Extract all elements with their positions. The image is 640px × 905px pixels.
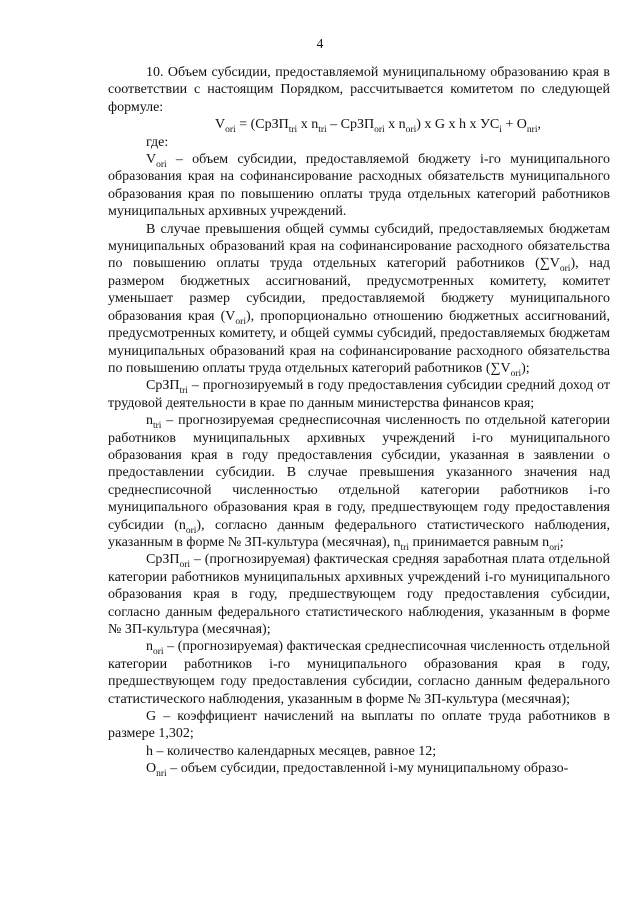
definition-vori: $V_{ori}$ – объем субсидии, предоставляемой бюджету i-го муниципального образования края на софинансирование расходных обязательств муниципального образования края по повышению оплаты труда отдельных категорий работников муниципальных архивных учреждений. xyxy=(108,152,610,220)
definition-h: h – количество календарных месяцев, равное 12; xyxy=(146,743,437,759)
definition-srzp-ori: СрЗП$_{ori}$ – (прогнозируемая) фактическая средняя заработная плата отдельной категории работников муниципальных архивных учреждений i-го муниципального образования края в году, предшествующем году предоставления субсидии, согласно данным федерального статистического наблюдения, указанным в форме № ЗП-культура (месячная); xyxy=(108,552,610,637)
page-number: 4 xyxy=(316,36,324,51)
definition-g: G – коэффициент начислений на выплаты по оплате труда работников в размере 1,302; xyxy=(108,709,610,742)
paragraph-10: 10. Объем субсидии, предоставляемой муниципальному образованию края в соответствии с настоящим Порядком, рассчитывается комитетом по следующей формуле: xyxy=(108,65,610,115)
document-body xyxy=(108,64,610,778)
definition-o-nri: $O_{nri}$ – объем субсидии, предоставленной i-му муниципальному образо- xyxy=(146,761,569,780)
definition-n-ori: $n_{ori}$ – (прогнозируемая) фактическая среднесписочная численность отдельной категории работников i-го муниципального образования края в году, предшествующем году предоставления субсидии, согласно данным федерального статистического наблюдения, указанным в форме № ЗП-культура (месячная); xyxy=(108,639,610,707)
paragraph-excess: В случае превышения общей суммы субсидий, предоставляемых бюджетам муниципальных образований края на софинансирование расходного обязательства по повышению оплаты труда отдельных категорий работников $(\sum V_{ori})$, над размером бюджетных ассигнований, предусмотренных комитету, комитет уменьшает размер субсидии, предоставляемой бюджету муниципального образования края $(V_{ori})$, пропорционально отношению бюджетных ассигнований, предусмотренных комитету, и общей суммы субсидий, предоставляемых бюджетам муниципальных образований края на софинансирование расходного обязательства по повышению оплаты труда отдельных категорий работников $(\sum V_{ori})$; xyxy=(108,221,610,379)
definition-n-tri: $n_{tri}$ – прогнозируемая среднесписочная численность по отдельной категории работников муниципальных архивных учреждений i-го муниципального образования края в году предоставления субсидии, указанная в заявлении о предоставлении субсидии. В случае превышения указанного значения над среднесписочной численностью отдельной категории работников i-го муниципального образования края в году, предшествующем году предоставления субсидии $(n_{ori})$, согласно данным федерального статистического наблюдения, указанным в форме № ЗП-культура (месячная), $n_{tri}$ принимается равным $n_{ori}$; xyxy=(108,413,610,553)
subsidy-formula: $V_{ori}$ = (СрЗП$_{tri}$ x $n_{tri}$ – СрЗП$_{ori}$ x $n_{ori}$) x G x h x $УС_i + O_{nri}$, xyxy=(215,117,541,136)
where-label: где: xyxy=(146,134,169,150)
definition-srzp-tri: СрЗП$_{tri}$ – прогнозируемый в году предоставления субсидии средний доход от трудовой деятельности в крае по данным министерства финансов края; xyxy=(108,378,610,411)
